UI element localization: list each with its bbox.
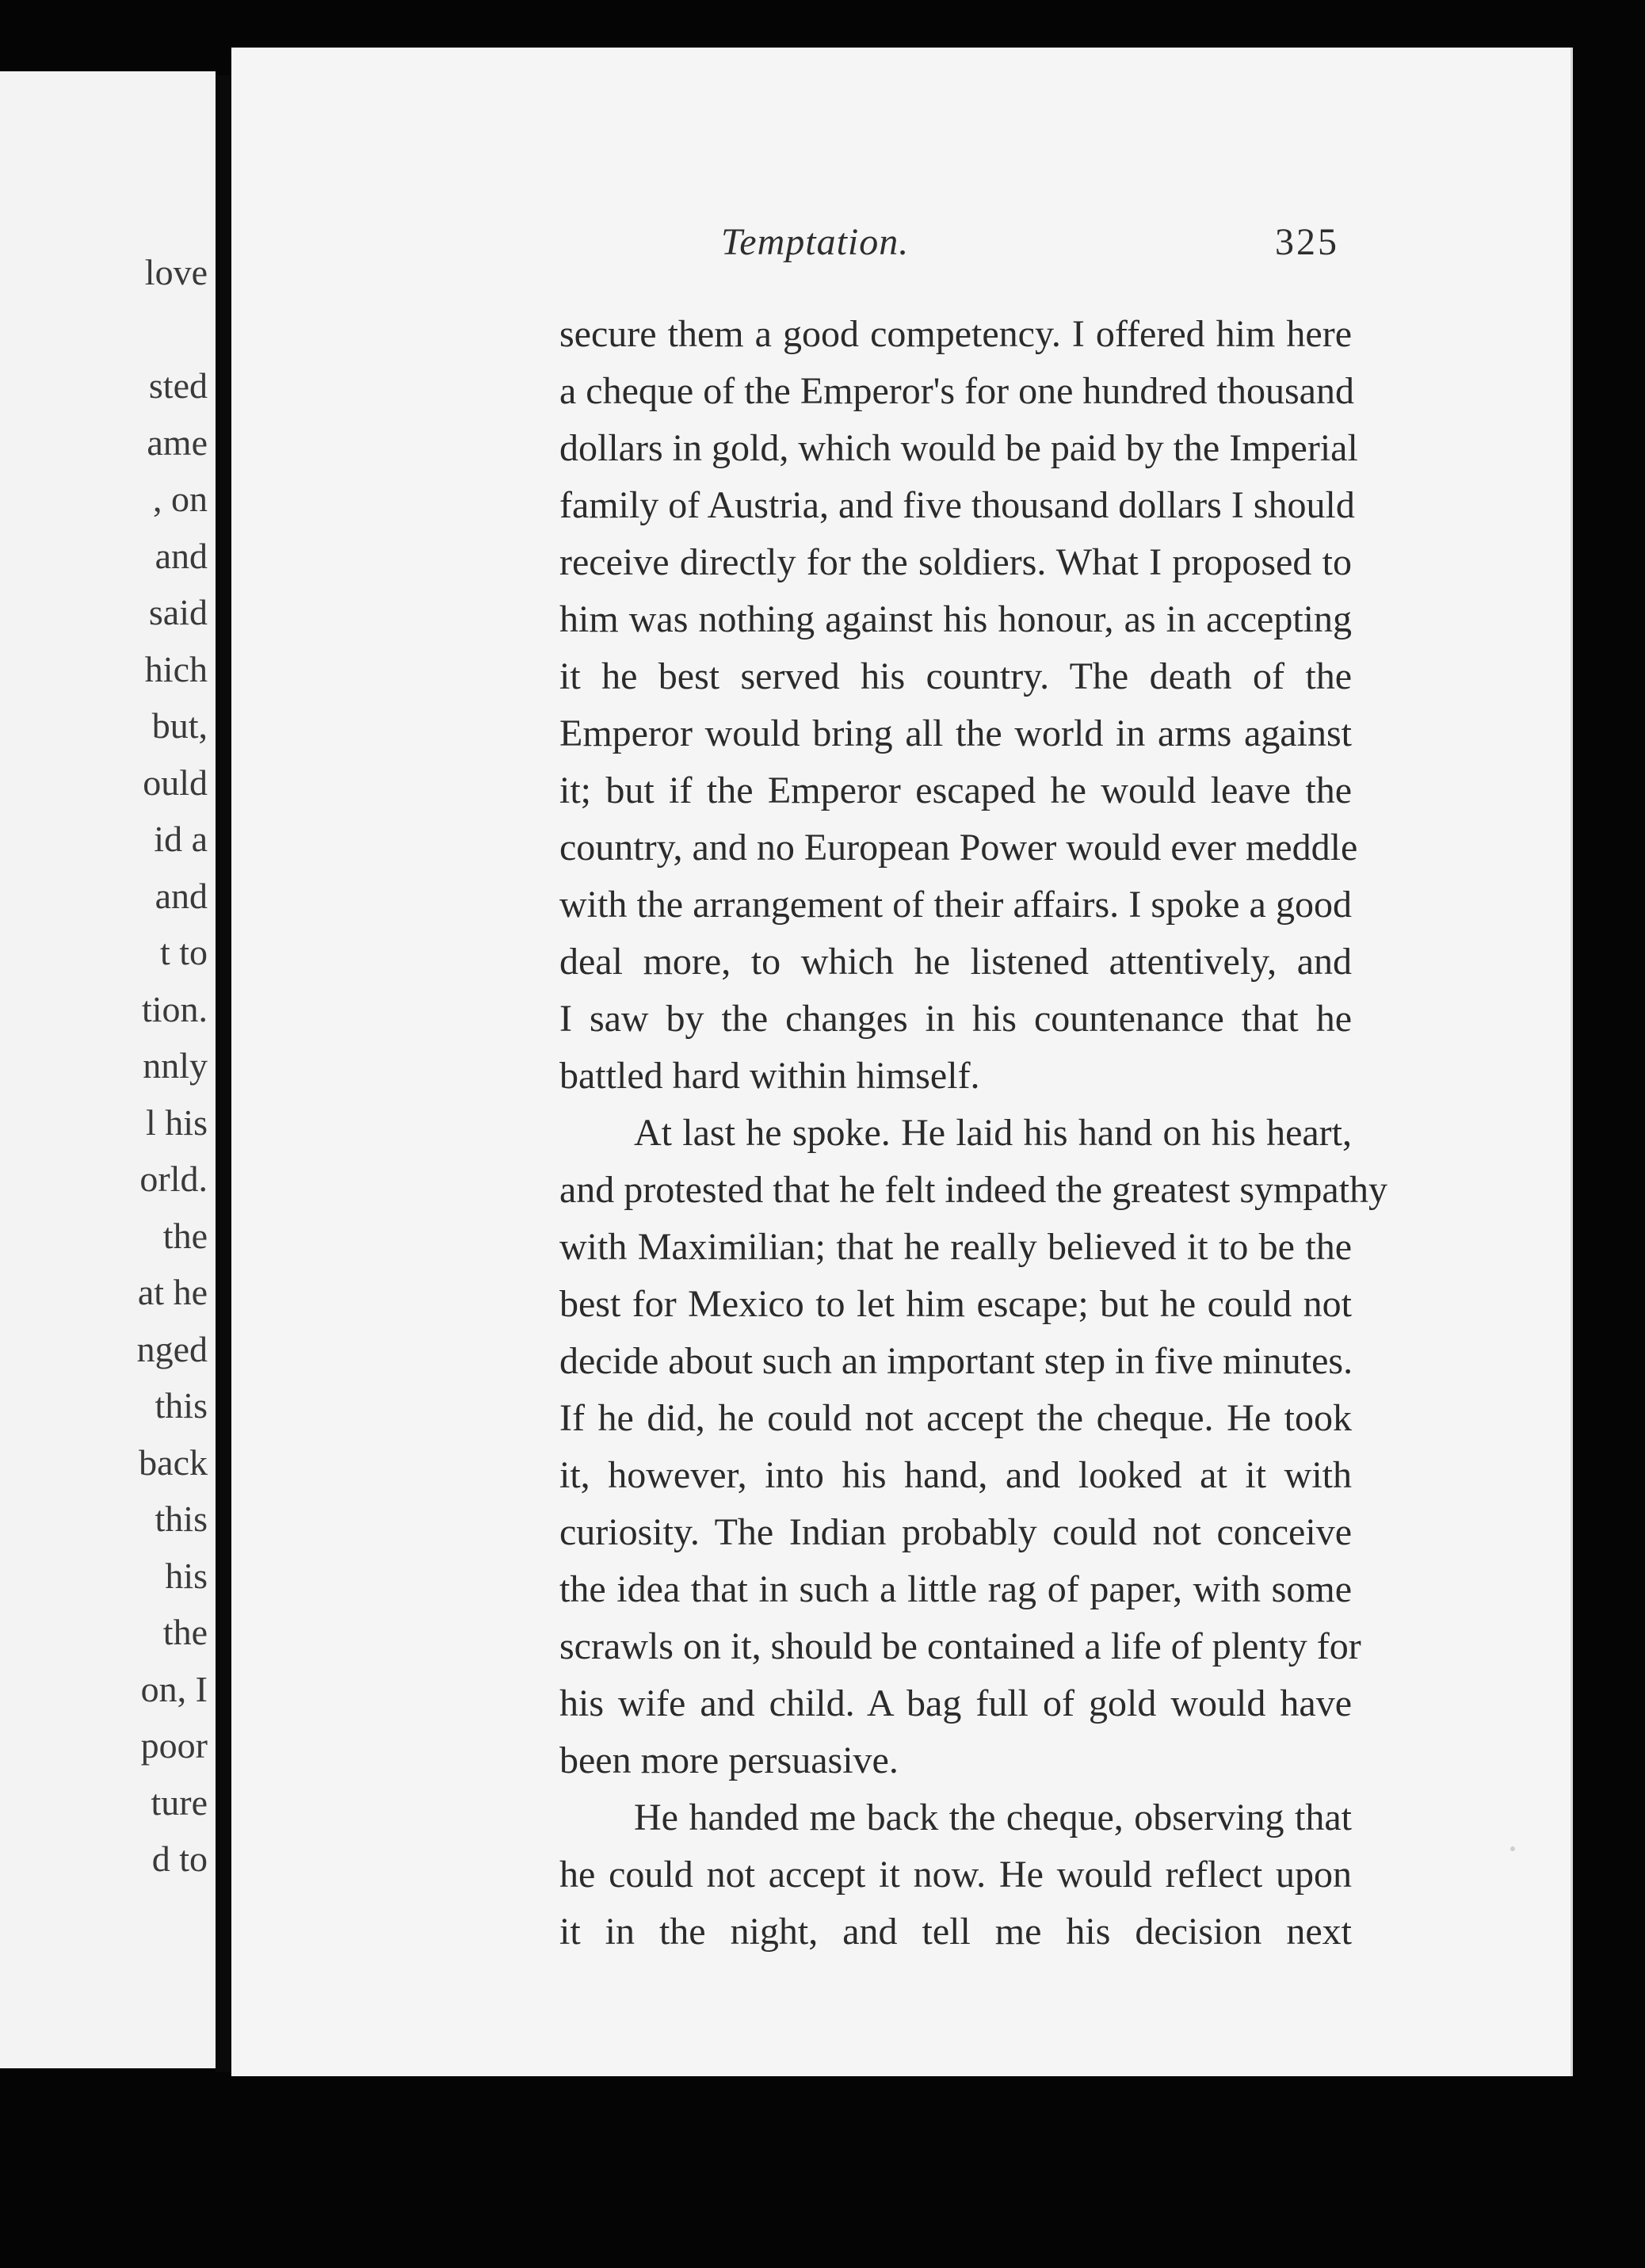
paragraph (559, 1789, 1352, 1961)
left-page-line-fragment: this (155, 1385, 208, 1426)
left-page-line-fragment: and (155, 535, 208, 576)
left-page-line-fragment: id a (154, 819, 208, 859)
left-page-line-fragment: on, I (140, 1668, 208, 1709)
left-page-line-fragment: poor (140, 1725, 208, 1766)
left-page-line-fragment: tion. (141, 988, 208, 1029)
text-line: battled hard within himself. (559, 1055, 980, 1097)
text-line: scrawls on it, should be contained a life of plenty for (559, 1625, 1361, 1667)
left-page-line-fragment: love (144, 252, 208, 292)
left-page-line-fragment: this (155, 1499, 208, 1539)
text-line: his wife and child. A bag full of gold would have (559, 1682, 1352, 1724)
running-head-title: Temptation. (721, 221, 910, 263)
book-gutter (216, 75, 231, 2072)
left-page-line-fragment: hich (144, 648, 208, 689)
left-page-line-fragment: ame (147, 422, 208, 463)
left-page-line-fragment: at he (137, 1272, 208, 1312)
text-line: it he best served his country. The death of the (559, 655, 1352, 697)
left-page-line-fragment: nged (136, 1328, 208, 1369)
left-page-line-fragment: the (162, 1215, 208, 1256)
text-line: best for Mexico to let him escape; but he could not (559, 1283, 1352, 1325)
left-page-line-fragment: but, (151, 705, 208, 746)
text-line: At last he spoke. He laid his hand on his heart, (634, 1112, 1352, 1154)
left-page-line-fragment: orld. (139, 1159, 208, 1199)
left-page-line-fragment: ould (143, 762, 208, 803)
text-line: a cheque of the Emperor's for one hundred thousand (559, 370, 1354, 412)
left-page-line-fragment: his (165, 1555, 208, 1596)
text-line: been more persuasive. (559, 1739, 899, 1781)
text-line: He handed me back the cheque, observing that (634, 1796, 1352, 1838)
text-line: family of Austria, and five thousand dollars I should (559, 484, 1355, 526)
left-page-line-fragment: ture (151, 1781, 208, 1823)
text-line: deal more, to which he listened attentively, and (559, 941, 1352, 983)
text-line: Emperor would bring all the world in arms against (559, 712, 1352, 754)
text-line: and protested that he felt indeed the greatest sympathy (559, 1169, 1387, 1211)
left-page-line-fragment: sted (148, 365, 208, 406)
paragraph (559, 1105, 1387, 1789)
text-line: it in the night, and tell me his decision next (559, 1911, 1352, 1953)
text-line: it, however, into his hand, and looked at it with (559, 1454, 1352, 1496)
running-head (483, 220, 1339, 271)
left-page-fragment (0, 71, 216, 2068)
body-text (559, 306, 1387, 1961)
text-line: If he did, he could not accept the cheque. He took (559, 1397, 1352, 1439)
left-page-line-fragment: t to (159, 932, 208, 972)
paragraph (559, 306, 1358, 1105)
left-page-line-fragment: d to (151, 1838, 208, 1879)
left-page-line-fragment: the (162, 1612, 208, 1652)
text-line: country, and no European Power would ever meddle (559, 827, 1358, 869)
left-page-line-fragment: nnly (143, 1045, 208, 1086)
text-line: dollars in gold, which would be paid by the Imperial (559, 427, 1358, 469)
speck (1510, 1846, 1515, 1851)
text-line: curiosity. The Indian probably could not conceive (559, 1511, 1352, 1553)
left-page-line-fragment: , on (153, 479, 208, 519)
text-line: it; but if the Emperor escaped he would leave the (559, 769, 1352, 811)
text-line: receive directly for the soldiers. What I proposed to (559, 541, 1352, 583)
left-page-line-fragment: l his (146, 1102, 208, 1143)
left-page-line-fragment: and (155, 875, 208, 916)
page-number: 325 (1275, 221, 1339, 263)
left-page-line-fragment: back (139, 1441, 208, 1483)
text-line: decide about such an important step in five minutes. (559, 1340, 1353, 1382)
text-line: the idea that in such a little rag of paper, with some (559, 1568, 1352, 1610)
text-line: he could not accept it now. He would reflect upon (559, 1854, 1352, 1896)
text-line: him was nothing against his honour, as in accepting (559, 598, 1352, 640)
text-line: with the arrangement of their affairs. I spoke a good (559, 884, 1352, 926)
left-page-line-fragment: said (148, 592, 208, 632)
text-line: secure them a good competency. I offered him here (559, 313, 1352, 355)
text-line: with Maximilian; that he really believed it to be the (559, 1226, 1352, 1268)
text-line: I saw by the changes in his countenance that he (559, 998, 1352, 1040)
